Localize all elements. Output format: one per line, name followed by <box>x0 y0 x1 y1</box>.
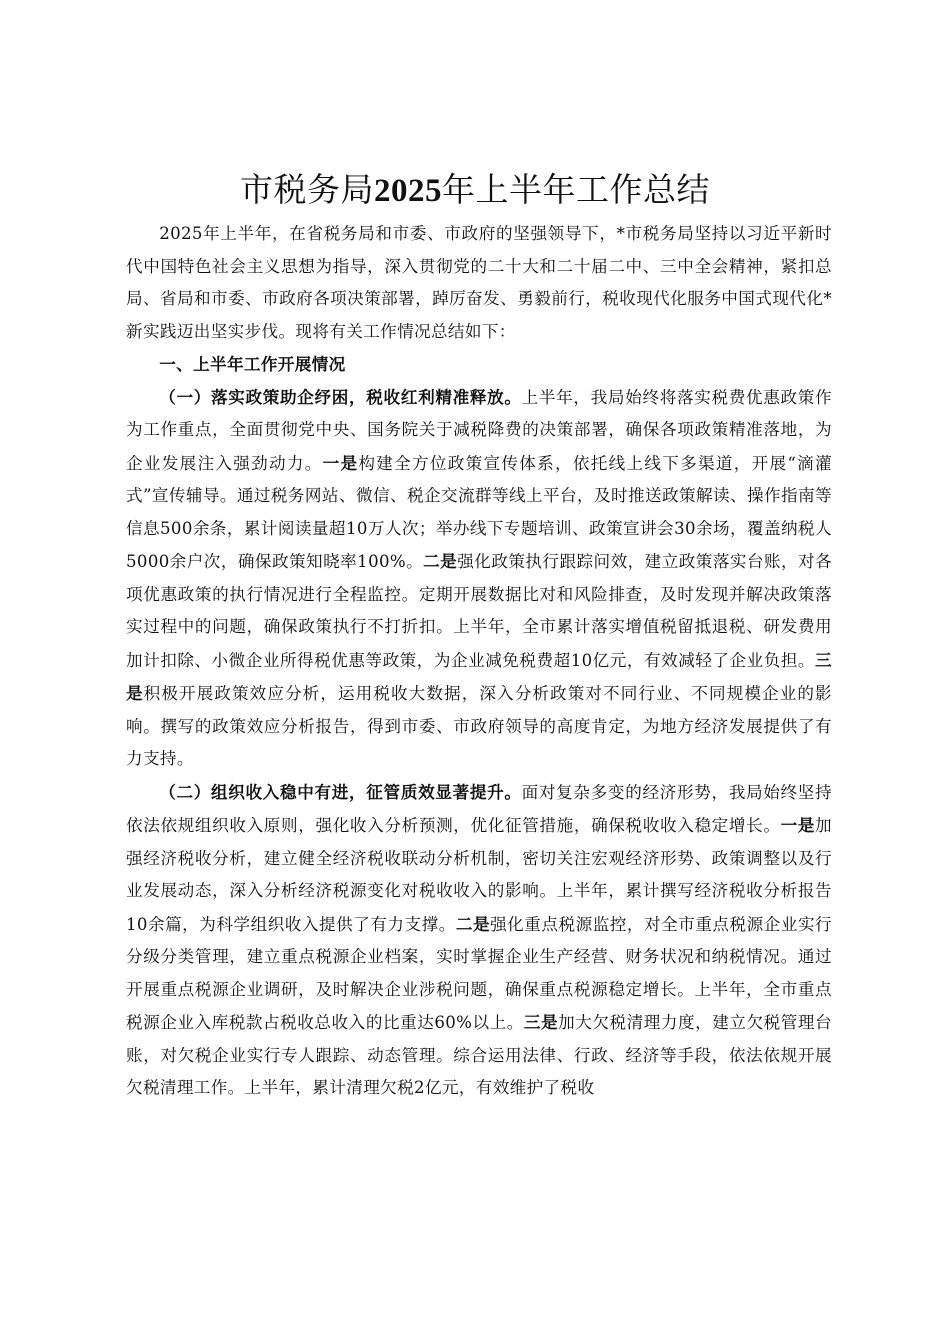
point-marker: 三是 <box>523 1012 559 1032</box>
subsection-2-heading: （二）组织收入稳中有进，征管质效显著提升。 <box>159 781 522 802</box>
point-marker: 二是 <box>423 551 458 571</box>
paragraph-text: 面对复杂多变的经济形势，我局始终坚持依法依规组织收入原则，强化收入分析预测，优化征管措施，确保税收收入稳定增长。 <box>126 782 832 835</box>
title-prefix: 市税务局 <box>240 170 374 209</box>
point-marker: 一是 <box>322 452 359 473</box>
point-marker: 二是 <box>455 913 491 934</box>
section-heading: 一、上半年工作开展情况 <box>159 354 346 374</box>
point-marker: 三是 <box>126 649 832 703</box>
title-suffix: 年上半年工作总结 <box>442 170 710 209</box>
paragraph-text: 强化重点税源监控，对全市重点税源企业实行分级分类管理，建立重点税源企业档案，实时掌握企业生产经营、财务状况和纳税情况。通过开展重点税源企业调研，及时解决企业涉税问题，确保重点税源稳定增长。上半年，全市重点税源企业入库税款占税收总收入的比重达60%以上。 <box>126 914 833 1032</box>
paragraph-text: 上半年，我局始终将落实税费优惠政策作为工作重点，全面贯彻党中央、国务院关于减税降费的决策部署，确保各项政策精准落地，为企业发展注入强劲动力。 <box>126 387 832 473</box>
intro-paragraph: 2025年上半年，在省税务局和市委、市政府的坚强领导下，*市税务局坚持以习近平新时代中国特色社会主义思想为指导，深入贯彻党的二十大和二十届二中、三中全会精神，紧扣总局、省局和市委、市政府各项决策部署，踔厉奋发、勇毅前行，税收现代化服务中国式现代化*新实践迈出坚实步伐。现将有关工作情况总结如下： <box>126 224 832 341</box>
document-body <box>126 218 832 1105</box>
document-title <box>100 168 850 213</box>
paragraph-text: 积极开展政策效应分析，运用税收大数据，深入分析政策对不同行业、不同规模企业的影响。撰写的政策效应分析报告，得到市委、市政府领导的高度肯定，为地方经济发展提供了有力支持。 <box>126 684 832 768</box>
subsection-1-paragraph <box>126 381 832 776</box>
paragraph-text: 加强经济税收分析，建立健全经济税收联动分析机制，密切关注宏观经济形势、政策调整以及行业发展动态，深入分析经济税源变化对税收收入的影响。上半年，累计撰写经济税收分析报告10余篇，为科学组织收入提供了有力支撑。 <box>126 816 832 934</box>
subsection-2-paragraph <box>126 776 832 1105</box>
point-marker: 一是 <box>780 815 816 835</box>
title-year: 2025 <box>374 173 442 209</box>
paragraph-text: 强化政策执行跟踪问效，建立政策落实台账，对各项优惠政策的执行情况进行全程监控。定期开展数据比对和风险排查，及时发现并解决政策落实过程中的问题，确保政策执行不打折扣。上半年，全市累计落实增值税留抵退税、研发费用加计扣除、小微企业所得税优惠等政策，为企业减免税费超10亿元，有效减轻了企业负担。 <box>126 552 833 670</box>
paragraph-text: 构建全方位政策宣传体系，依托线上线下多渠道，开展“滴灌式”宣传辅导。通过税务网站、微信、税企交流群等线上平台，及时推送政策解读、操作指南等信息500余条，累计阅读量超10万人次；举办线下专题培训、政策宣讲会30余场，覆盖纳税人5000余户次，确保政策知晓率100%。 <box>126 453 833 571</box>
subsection-1-heading: （一）落实政策助企纾困，税收红利精准释放。 <box>159 386 522 407</box>
paragraph-text: 加大欠税清理力度，建立欠税管理台账，对欠税企业实行专人跟踪、动态管理。综合运用法律、行政、经济等手段，依法依规开展欠税清理工作。上半年，累计清理欠税2亿元，有效维护了税收 <box>126 1013 832 1097</box>
